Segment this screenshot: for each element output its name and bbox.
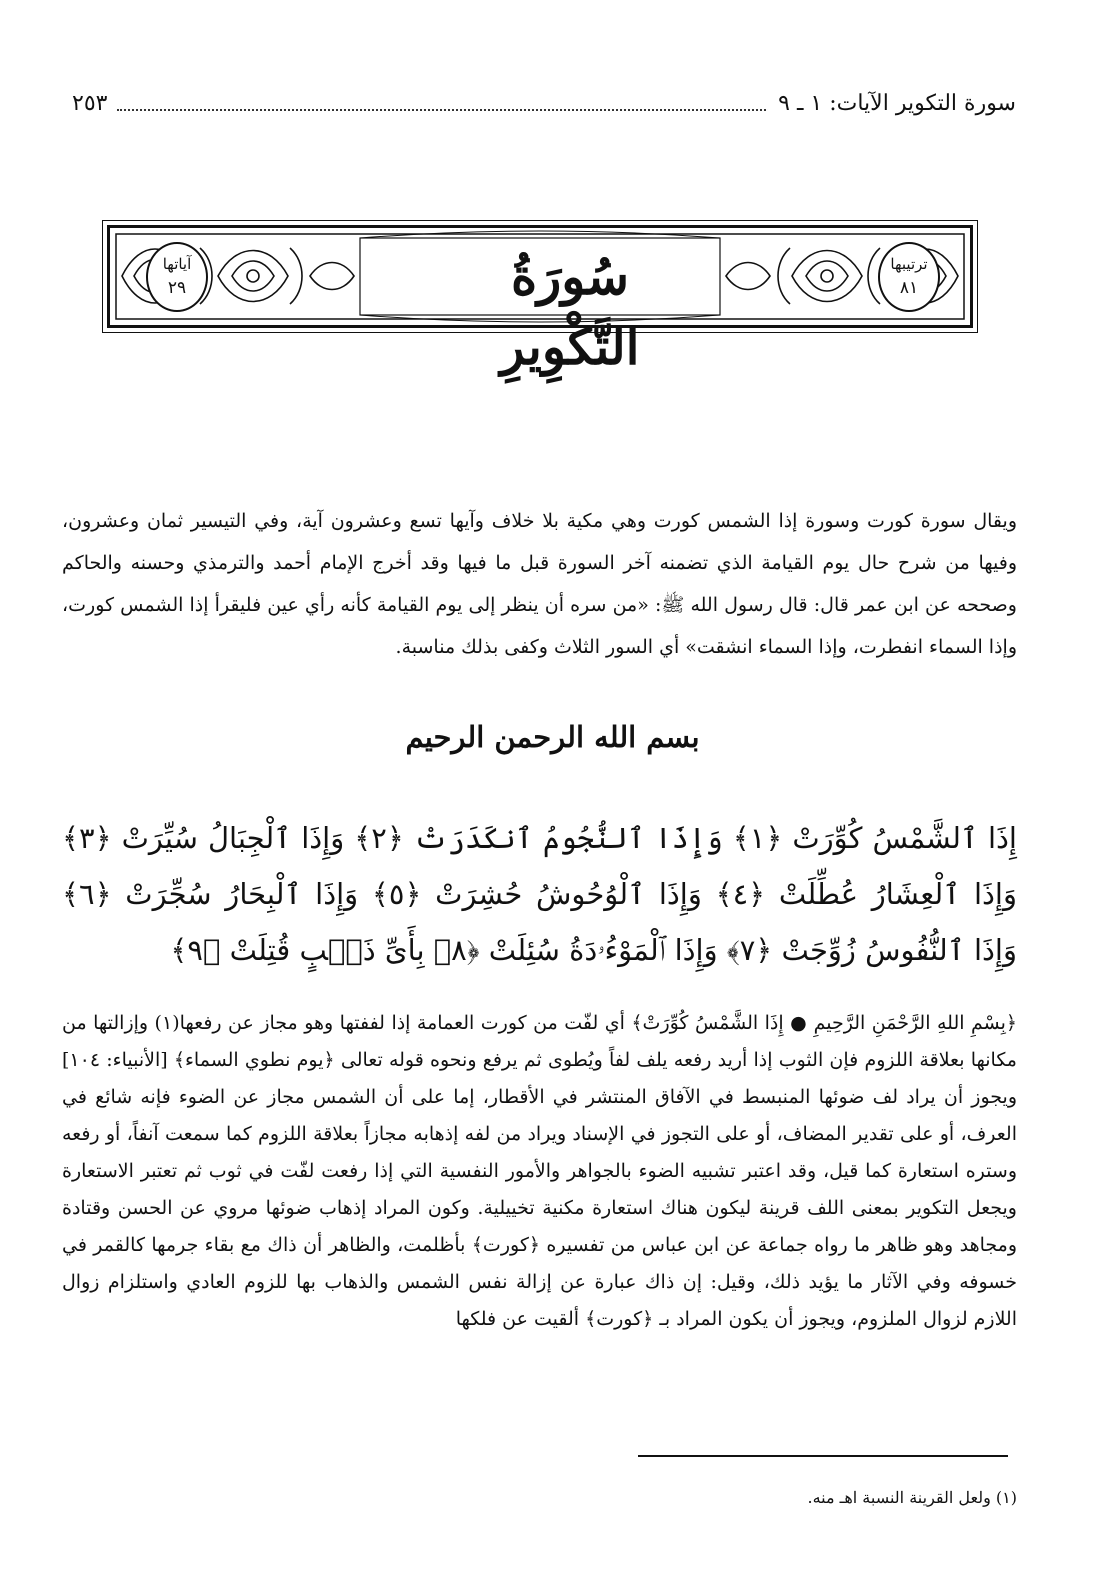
leader-dots [117, 95, 766, 111]
verse-count-medallion [146, 242, 208, 312]
intro-paragraph: ويقال سورة كورت وسورة إذا الشمس كورت وهي مكية بلا خلاف وآيها تسع وعشرون آية، وفي التيسير ثمان وعشرون، وفيها من شرح حال يوم القيامة الذي تضمنه آخر السورة قبل ما فيها وقد أخرج الإمام أحمد والترمذي وحسنه والحاكم وصححه عن ابن عمر قال: قال رسول الله ﷺ: «من سره أن ينظر إلى يوم القيامة كأنه رأي عين فليقرأ إذا الشمس كورت، وإذا السماء انفطرت، وإذا السماء انشقت» أي السور الثلاث وكفى بذلك مناسبة. [62, 510, 1017, 658]
quran-verses: إِذَا ٱلشَّمْسُ كُوِّرَتْ ﴿١﴾ وَإِذَا ٱلنُّجُومُ ٱنكَدَرَتْ ﴿٢﴾ وَإِذَا ٱلْجِبَالُ سُيِّرَتْ ﴿٣﴾ وَإِذَا ٱلْعِشَارُ عُطِّلَتْ ﴿٤﴾ وَإِذَا ٱلْوُحُوشُ حُشِرَتْ ﴿٥﴾ وَإِذَا ٱلْبِحَارُ سُجِّرَتْ ﴿٦﴾ وَإِذَا ٱلنُّفُوسُ زُوِّجَتْ ﴿٧﴾ وَإِذَا ٱلْمَوْءُۥدَةُ سُئِلَتْ ﴿٨﴾ بِأَىِّ ذَنۢبٍ قُتِلَتْ ﴿٩﴾ [62, 821, 1017, 967]
surah-title-banner [107, 225, 973, 376]
order-number: ٨١ [899, 278, 919, 298]
verses-label: آياتها [162, 255, 192, 273]
order-label: ترتيبها [890, 255, 928, 273]
surah-name: سُورَةُ التَّكْوِيرِ [500, 247, 640, 376]
basmala-heading: بسم الله الرحمن الرحيم [405, 720, 700, 754]
footnote-divider [638, 1455, 1008, 1457]
verses-number: ٢٩ [167, 278, 187, 298]
running-header [72, 86, 1016, 120]
surah-order-medallion [878, 242, 940, 312]
page-number: ٢٥٣ [72, 90, 108, 116]
commentary-paragraph: ﴿بِسْمِ اللهِ الرَّحْمَنِ الرَّحِيمِ ● إِذَا الشَّمْسُ كُوِّرَتْ﴾ أي لفّت من كورت العمامة إذا لففتها وهو مجاز عن رفعها(١) وإزالتها من مكانها بعلاقة اللزوم فإن الثوب إذا أريد رفعه يلف لفاً ويُطوى ثم يرفع ونحوه قوله تعالى ﴿يوم نطوي السماء﴾ [الأنبياء: ١٠٤] ويجوز أن يراد لف ضوئها المنبسط في الآفاق المنتشر في الأقطار، إما على أن الشمس مجاز عن الضوء فإنه شائع في العرف، أو على تقدير المضاف، أو على التجوز في الإسناد ويراد من لفه إذهابه مجازاً بعلاقة اللزوم كما سمعت آنفاً، أو رفعه وستره استعارة كما قيل، وقد اعتبر تشبيه الضوء بالجواهر والأمور النفسية التي إذا رفعت لفّت في ثوب ثم تعتبر الاستعارة ويجعل التكوير بمعنى اللف قرينة ليكون هناك استعارة مكنية تخييلية. وكون المراد إذهاب ضوئها مروي عن الحسن وقتادة ومجاهد وهو ظاهر ما رواه جماعة عن ابن عباس من تفسيره ﴿كورت﴾ بأظلمت، والظاهر أن ذاك مع بقاء جرمها كالقمر في خسوفه وفي الآثار ما يؤيد ذلك، وقيل: إن ذاك عبارة عن إزالة نفس الشمس والذهاب بها للزوم العادي واستلزام زوال اللازم لزوال الملزوم، ويجوز أن يكون المراد بـ ﴿كورت﴾ ألقيت عن فلكها [62, 1012, 1017, 1330]
footnote: (١) ولعل القرينة النسبة اهـ منه. [807, 1488, 1017, 1507]
running-header-title: سورة التكوير الآيات: ١ ـ ٩ [778, 90, 1016, 116]
